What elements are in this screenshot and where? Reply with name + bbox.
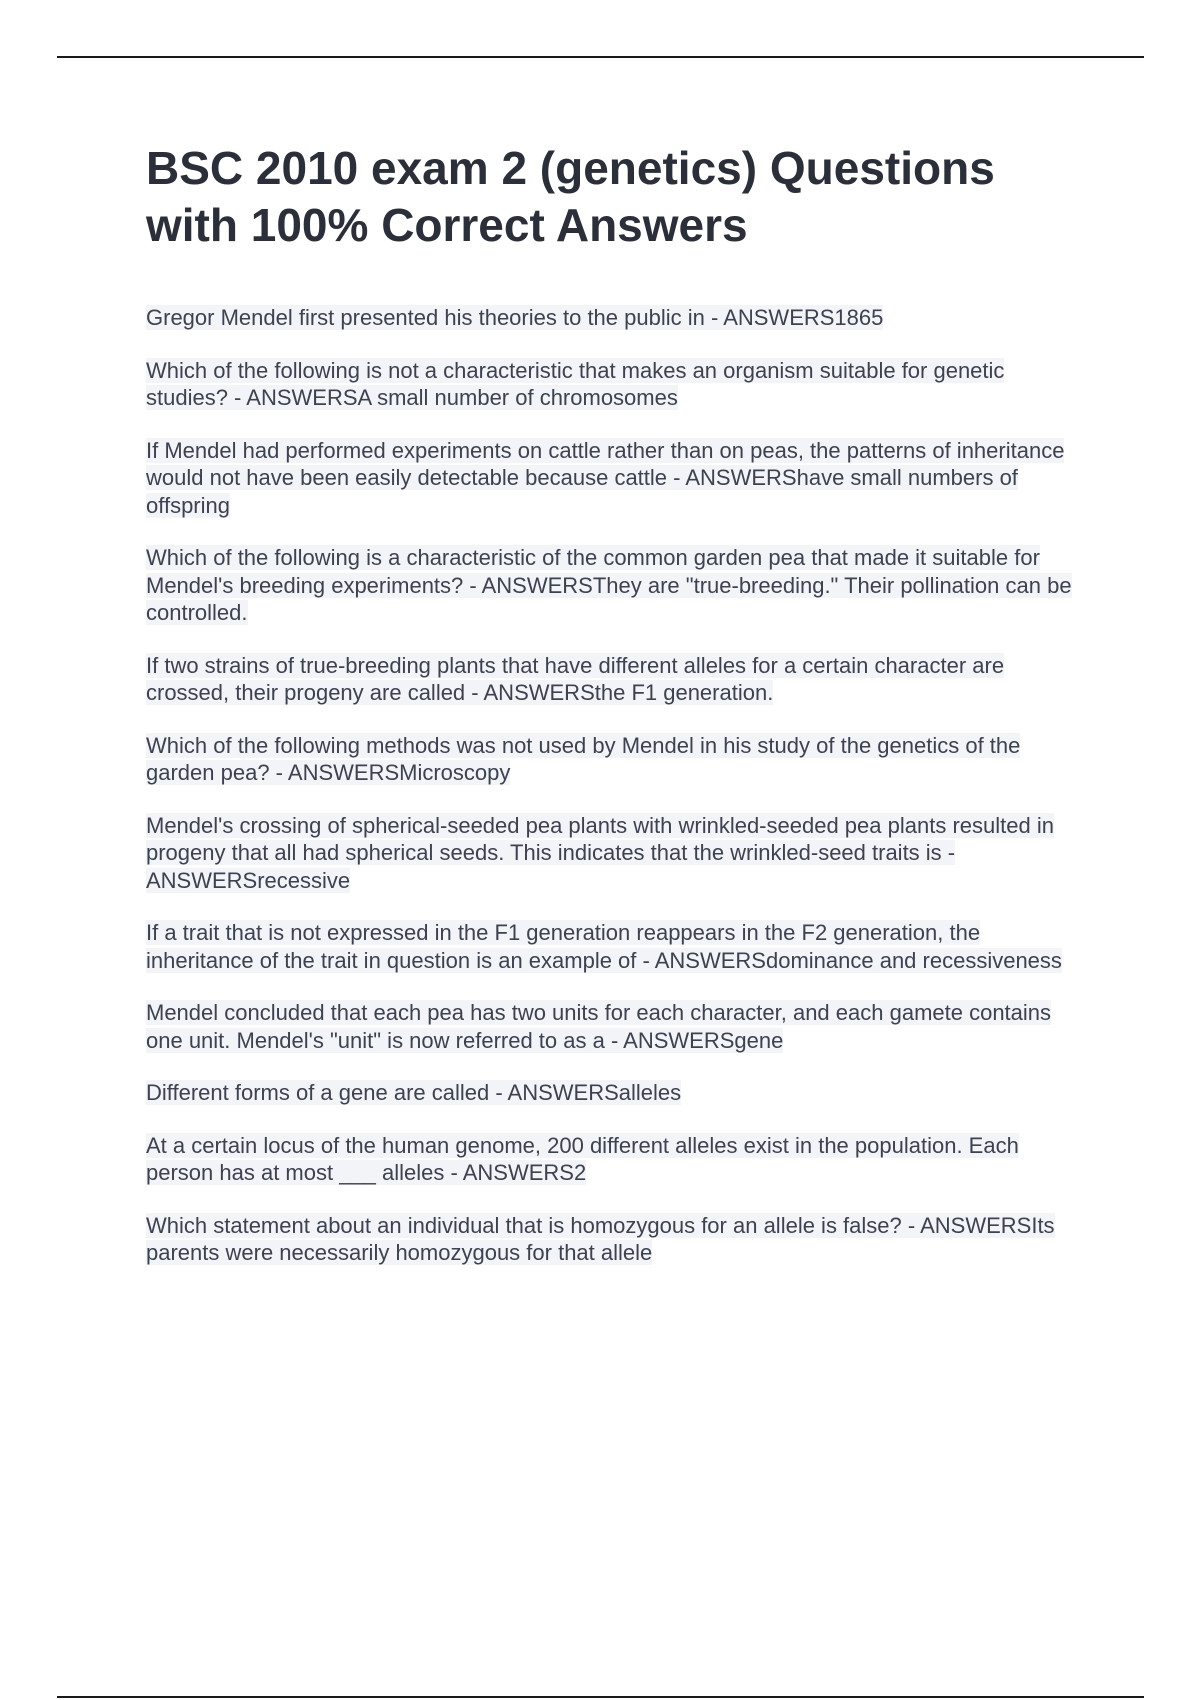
qa-item	[146, 652, 1076, 707]
qa-item	[146, 304, 1076, 332]
qa-text: Which of the following is not a characteristic that makes an organism suitable for genetic studies? - ANSWERSA small number of chromosomes	[146, 357, 1005, 410]
qa-text: Mendel concluded that each pea has two units for each character, and each gamete contains one unit. Mendel's "unit" is now referred to as a - ANSWERSgene	[146, 1000, 1052, 1053]
top-divider	[57, 56, 1144, 58]
qa-text: If two strains of true-breeding plants that have different alleles for a certain character are crossed, their progeny are called - ANSWERSthe F1 generation.	[146, 652, 1005, 705]
document-title: BSC 2010 exam 2 (genetics) Questions with 100% Correct Answers	[146, 142, 995, 251]
qa-text: Which of the following methods was not used by Mendel in his study of the genetics of the garden pea? - ANSWERSMicroscopy	[146, 732, 1021, 785]
qa-item	[146, 1079, 1076, 1107]
qa-item	[146, 732, 1076, 787]
qa-text: Different forms of a gene are called - ANSWERSalleles	[146, 1080, 682, 1105]
qa-text: If a trait that is not expressed in the F1 generation reappears in the F2 generation, the inheritance of the trait in question is an example of - ANSWERSdominance and recessiveness	[146, 920, 1062, 973]
qa-item	[146, 357, 1076, 412]
qa-text: Mendel's crossing of spherical-seeded pea plants with wrinkled-seeded pea plants resulted in progeny that all had spherical seeds. This indicates that the wrinkled-seed traits is - ANSWERSrecessive	[146, 812, 1054, 893]
qa-item	[146, 437, 1076, 520]
qa-item	[146, 1212, 1076, 1267]
qa-item	[146, 544, 1076, 627]
qa-item	[146, 1132, 1076, 1187]
bottom-divider	[57, 1696, 1144, 1698]
qa-item	[146, 812, 1076, 895]
qa-text: Which of the following is a characteristic of the common garden pea that made it suitable for Mendel's breeding experiments? - ANSWERSThey are "true-breeding." Their pollination can be controlled.	[146, 545, 1072, 625]
qa-text: Gregor Mendel first presented his theories to the public in - ANSWERS1865	[146, 305, 884, 330]
qa-text: If Mendel had performed experiments on cattle rather than on peas, the patterns of inheritance would not have been easily detectable because cattle - ANSWERShave small numbers of offspring	[146, 437, 1065, 518]
qa-text: At a certain locus of the human genome, 200 different alleles exist in the population. Each person has at most ___ alleles - ANSWERS2	[146, 1132, 1019, 1185]
document-body	[146, 140, 1076, 1292]
qa-text: Which statement about an individual that is homozygous for an allele is false? - ANSWERSIts parents were necessarily homozygous for that allele	[146, 1212, 1055, 1265]
qa-item	[146, 919, 1076, 974]
qa-item	[146, 999, 1076, 1054]
